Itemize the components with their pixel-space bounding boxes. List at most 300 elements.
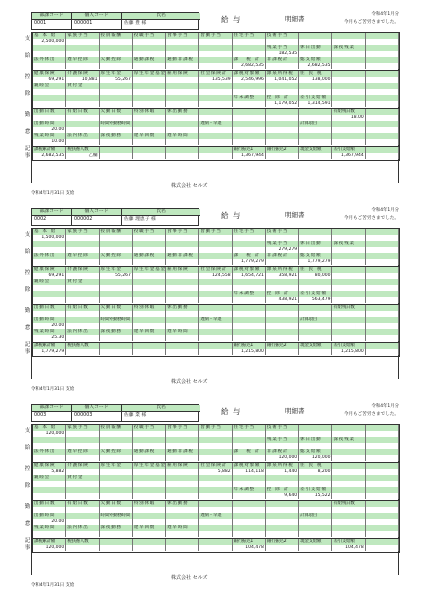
field-label: 控 除 計 — [266, 291, 299, 297]
value-row — [33, 335, 399, 341]
section-end — [32, 356, 400, 357]
field-value — [133, 493, 166, 499]
field-value — [299, 531, 332, 537]
field-label: 健 康 保 険 — [33, 267, 66, 273]
field-value — [332, 259, 365, 265]
field-label: 介 護 保 険 — [66, 267, 99, 273]
field-label: 社 会 保 険 計 — [199, 463, 232, 469]
field-value: 2,500,000 — [33, 39, 66, 45]
field-value — [166, 139, 199, 145]
field-value — [299, 153, 332, 159]
field-label: 残 業 時 間 — [33, 133, 66, 139]
field-value — [133, 531, 166, 537]
field-label: 年 末 調 整 — [233, 487, 266, 493]
field-value — [199, 531, 232, 537]
field-label: 欠 勤 日 数 — [100, 109, 133, 115]
field-label: 特 別 休 暇 — [133, 501, 166, 507]
field-value: 279,279 — [266, 247, 299, 253]
payslip — [24, 208, 399, 393]
slip-section — [24, 70, 400, 108]
field-label: 特 別 休 暇 — [133, 109, 166, 115]
field-value — [66, 297, 99, 303]
value-row — [33, 455, 399, 461]
field-label: 控 除 計 — [266, 487, 299, 493]
field-value: 10,881 — [66, 77, 99, 83]
name-label: 氏名 — [122, 13, 200, 20]
field-label: 介 護 保 険 — [66, 71, 99, 77]
emp-code: 000001 — [74, 21, 93, 26]
name-label: 氏名 — [122, 209, 200, 216]
field-label: 有給残日数 — [332, 305, 365, 311]
field-label: 差引支給額 — [332, 343, 365, 349]
field-label: 遅刻・早退 — [199, 513, 232, 519]
payslip — [24, 404, 399, 589]
field-value — [199, 455, 232, 461]
field-label: 差 引 支 給 額 — [299, 95, 332, 101]
section-label: 給 — [24, 445, 31, 451]
field-value: 1,779,279 — [299, 259, 332, 265]
field-value — [66, 335, 99, 341]
field-label: 役 員 報 酬 — [100, 425, 133, 431]
section-label: 事 — [24, 349, 31, 355]
section-label: 怠 — [24, 129, 31, 135]
field-label: 遅 早 回 数 — [133, 329, 166, 335]
slip-section — [24, 462, 400, 500]
field-label: 控 除 計 — [266, 95, 299, 101]
field-label: 時間外勤務時間 — [100, 317, 133, 323]
field-label: 遅 早 控 除 — [66, 253, 99, 259]
field-label: 雇 用 保 険 — [166, 267, 199, 273]
field-label: 通 勤 課 税 — [133, 253, 166, 259]
field-label: 休 日 出 勤 — [299, 437, 332, 443]
field-label: 欠 勤 控 除 — [100, 449, 133, 455]
name-label: 氏名 — [122, 405, 200, 412]
field-value: 1,215,800 — [332, 349, 365, 355]
field-value: 1,367,944 — [332, 153, 365, 159]
field-value: 104,478 — [332, 545, 365, 551]
field-label: 年 末 調 整 — [233, 291, 266, 297]
field-value: 乙欄 — [66, 153, 99, 159]
field-label: 税扶養人数 — [66, 147, 99, 153]
field-label: 課税累計額 — [33, 147, 66, 153]
field-value: 1,314,591 — [299, 101, 332, 107]
field-label: 通 勤 非 課 税 — [166, 449, 199, 455]
field-label: 親 睦 会 — [33, 83, 66, 89]
field-label: 遅 早 回 数 — [133, 525, 166, 531]
field-label: 有給残日数 — [332, 109, 365, 115]
field-value — [366, 101, 399, 107]
field-value — [100, 101, 133, 107]
field-value: 69,291 — [33, 77, 66, 83]
field-value: 104,478 — [233, 545, 266, 551]
value-row — [33, 259, 399, 265]
dept-code-label: 部課コード — [32, 13, 71, 20]
field-label: 深 夜 勤 務 — [100, 329, 133, 335]
field-label: 計算項目 — [299, 513, 332, 519]
field-value — [166, 455, 199, 461]
field-label: 雇 用 保 険 — [166, 463, 199, 469]
field-label: 残 業 手 当 — [266, 241, 299, 247]
pay-period: 令和4年1月分 — [371, 208, 399, 213]
field-label: 法 外 休 出 — [33, 253, 66, 259]
field-value: 563,479 — [299, 297, 332, 303]
field-label: 税扶養人数 — [66, 343, 99, 349]
value-row — [33, 139, 399, 145]
field-value: 1,179,052 — [266, 101, 299, 107]
field-label: 基 本 給 — [33, 425, 66, 431]
field-value: 182,535 — [266, 51, 299, 57]
field-value — [366, 493, 399, 499]
field-label: 課 税 対 象 額 — [233, 267, 266, 273]
field-label: 法 内 休 出 — [66, 133, 99, 139]
field-label: 遅刻・早退 — [199, 121, 232, 127]
greeting: 今月もご苦労さまでした。 — [343, 412, 399, 417]
section-label: 事 — [24, 153, 31, 159]
field-label: 銀行振込2 — [266, 539, 299, 545]
section-label: 除 — [24, 483, 31, 489]
dept-code: 0002 — [34, 217, 47, 222]
field-value — [166, 349, 199, 355]
field-value: 25.30 — [33, 335, 66, 341]
field-label: 非 課 税 計 — [266, 449, 299, 455]
field-value — [366, 259, 399, 265]
field-value — [166, 531, 199, 537]
field-label: 残 業 手 当 — [266, 437, 299, 443]
field-value — [199, 259, 232, 265]
section-label: 記 — [24, 342, 31, 348]
section-label: 勤 — [24, 112, 31, 118]
field-value: 138,000 — [299, 77, 332, 83]
field-label: 銀行振込1 — [233, 343, 266, 349]
field-label: 介 護 保 険 — [66, 463, 99, 469]
field-value: 55,267 — [100, 77, 133, 83]
field-value: 1,041,052 — [266, 77, 299, 83]
field-label: 課 税 対 象 額 — [233, 463, 266, 469]
field-label: 住 宅 手 当 — [233, 425, 266, 431]
field-label: 課税累計額 — [33, 539, 66, 545]
field-label: 出 勤 日 数 — [33, 501, 66, 507]
field-value: 2,682,535 — [233, 63, 266, 69]
slip-section — [24, 266, 400, 304]
field-label: 残 業 時 間 — [33, 329, 66, 335]
field-label: 休 日 出 勤 — [299, 241, 332, 247]
field-value — [299, 545, 332, 551]
field-label: 現金支給額 — [299, 147, 332, 153]
field-label: 課 税 対 象 額 — [233, 71, 266, 77]
value-row — [33, 545, 399, 551]
field-value — [33, 63, 66, 69]
field-label: 基 本 給 — [33, 33, 66, 39]
field-label: 厚 生 年 金 — [100, 463, 133, 469]
field-value: 20.00 — [33, 127, 66, 133]
section-end — [32, 552, 400, 553]
field-value: 114,118 — [233, 469, 266, 475]
field-value — [100, 63, 133, 69]
field-label: 住 民 税 — [299, 267, 332, 273]
field-label: 銀行振込1 — [233, 539, 266, 545]
field-label: 時間外勤務時間 — [100, 513, 133, 519]
field-label: 出 勤 時 間 — [33, 513, 66, 519]
field-label: 有給残日数 — [332, 501, 365, 507]
field-value — [100, 297, 133, 303]
field-value — [299, 139, 332, 145]
field-value — [133, 153, 166, 159]
field-value: 120,000 — [299, 455, 332, 461]
field-label: 役 職 手 当 — [133, 33, 166, 39]
field-value — [133, 259, 166, 265]
field-value — [166, 545, 199, 551]
field-label: 出 勤 時 間 — [33, 121, 66, 127]
field-value — [166, 297, 199, 303]
field-value — [133, 63, 166, 69]
section-label: 控 — [24, 466, 31, 472]
field-label: 厚 生 年 金 — [100, 267, 133, 273]
field-value — [100, 153, 133, 159]
field-label: 計算項目 — [299, 317, 332, 323]
field-value — [33, 101, 66, 107]
field-value — [66, 545, 99, 551]
field-label: 課 税 計 — [233, 57, 266, 63]
value-row — [33, 101, 399, 107]
field-label: 非 課 税 計 — [266, 253, 299, 259]
field-value — [366, 297, 399, 303]
emp-code: 000002 — [74, 217, 93, 222]
field-label: 皆 勤 手 当 — [199, 229, 232, 235]
field-value — [366, 63, 399, 69]
field-value — [100, 531, 133, 537]
field-value: 2,682,535 — [33, 153, 66, 159]
field-label: 残 業 時 間 — [33, 525, 66, 531]
field-label: 皆 勤 手 当 — [199, 425, 232, 431]
field-value — [166, 259, 199, 265]
section-label: 支 — [24, 36, 31, 42]
field-label: 遅 早 時 間 — [166, 329, 199, 335]
section-label: 控 — [24, 270, 31, 276]
field-label: 総 支 給 額 — [299, 253, 332, 259]
slip-title: 給 与 — [221, 211, 242, 220]
field-value — [199, 297, 232, 303]
field-value — [199, 63, 232, 69]
field-value — [332, 139, 365, 145]
section-label: 記 — [24, 146, 31, 152]
emp-code-label: 個人コード — [72, 209, 121, 216]
slip-title: 給 与 — [221, 15, 242, 24]
field-value: 1,367,944 — [233, 153, 266, 159]
field-value — [100, 493, 133, 499]
field-label: 銀行振込2 — [266, 147, 299, 153]
field-value — [33, 259, 66, 265]
field-label: 休 出 勤 務 — [166, 501, 199, 507]
slip-section — [24, 304, 400, 342]
field-label: 貸 付 金 — [66, 475, 99, 481]
field-value — [366, 349, 399, 355]
field-value — [233, 101, 266, 107]
field-label: 法 内 休 出 — [66, 525, 99, 531]
field-label: 出 勤 日 数 — [33, 305, 66, 311]
field-value — [66, 101, 99, 107]
field-value — [66, 493, 99, 499]
field-value — [66, 259, 99, 265]
field-label: 厚 生 年 金 基 金 — [133, 267, 165, 272]
field-label: 遅 早 回 数 — [133, 133, 166, 139]
field-label: 役 員 報 酬 — [100, 229, 133, 235]
field-value — [199, 493, 232, 499]
section-label: 除 — [24, 287, 31, 293]
field-label: 食 事 手 当 — [166, 33, 199, 39]
field-label: 技 術 手 当 — [266, 229, 299, 235]
field-label: 源 泉 所 得 税 — [266, 463, 299, 469]
field-label: 食 事 手 当 — [166, 425, 199, 431]
field-value — [166, 493, 199, 499]
field-value — [199, 335, 232, 341]
value-row — [33, 493, 399, 499]
field-value — [233, 493, 266, 499]
field-label: 欠 勤 控 除 — [100, 57, 133, 63]
field-label: 技 術 手 当 — [266, 425, 299, 431]
slip-subtitle: 明細書 — [285, 407, 305, 415]
field-label: 欠 勤 控 除 — [100, 253, 133, 259]
field-value — [233, 531, 266, 537]
field-value — [33, 455, 66, 461]
field-label: 深 夜 勤 務 — [100, 525, 133, 531]
field-value: 15,522 — [299, 493, 332, 499]
field-value: 9,640 — [266, 493, 299, 499]
field-value — [66, 139, 99, 145]
company-name: 株式会社 セルズ — [171, 183, 208, 189]
slip-section — [24, 500, 400, 538]
field-value: 438,921 — [266, 297, 299, 303]
field-label: 役 職 手 当 — [133, 229, 166, 235]
field-value — [133, 139, 166, 145]
field-label: 現金支給額 — [299, 343, 332, 349]
field-value: 55,267 — [100, 273, 133, 279]
section-label: 除 — [24, 91, 31, 97]
field-label: 休 日 出 勤 — [299, 45, 332, 51]
field-value: 2,546,996 — [233, 77, 266, 83]
dept-code: 0001 — [34, 21, 47, 26]
section-label: 支 — [24, 428, 31, 434]
slip-section — [24, 424, 400, 462]
field-value — [332, 455, 365, 461]
section-label: 事 — [24, 545, 31, 551]
field-value — [366, 139, 399, 145]
field-value: 1,215,800 — [233, 349, 266, 355]
field-label: 住 宅 手 当 — [233, 229, 266, 235]
pay-date: 令和4年1月31日 支給 — [31, 387, 75, 392]
field-value — [199, 349, 232, 355]
field-value — [266, 349, 299, 355]
slip-title: 給 与 — [221, 407, 242, 416]
field-label: 特 別 休 暇 — [133, 305, 166, 311]
field-value — [66, 349, 99, 355]
field-label: 総 支 給 額 — [299, 57, 332, 63]
field-label: 時間外勤務時間 — [100, 121, 133, 127]
field-value — [33, 493, 66, 499]
field-label: 差引支給額 — [332, 147, 365, 153]
field-label: 役 職 手 当 — [133, 425, 166, 431]
field-value: 1,440 — [266, 469, 299, 475]
field-value: 1,779,279 — [33, 349, 66, 355]
field-label: 遅 早 時 間 — [166, 133, 199, 139]
field-label: 貸 付 金 — [66, 279, 99, 285]
field-label: 法 内 休 出 — [66, 329, 99, 335]
field-label: 残 業 手 当 — [266, 45, 299, 51]
field-value: 1,654,721 — [233, 273, 266, 279]
field-label: 貸 付 金 — [66, 83, 99, 89]
section-label: 支 — [24, 232, 31, 238]
field-value: 8,200 — [299, 469, 332, 475]
field-value — [332, 531, 365, 537]
field-value — [332, 297, 365, 303]
section-label: 勤 — [24, 504, 31, 510]
field-label: 課税累計額 — [33, 343, 66, 349]
field-value: 1,500,000 — [33, 235, 66, 241]
field-label: 法 外 休 出 — [33, 57, 66, 63]
employee-header — [31, 404, 199, 422]
value-row — [33, 153, 399, 159]
field-label: 有 給 日 数 — [66, 109, 99, 115]
field-value: 69,291 — [33, 273, 66, 279]
section-label: 給 — [24, 53, 31, 59]
dept-code-label: 部課コード — [32, 209, 71, 216]
section-label: 怠 — [24, 325, 31, 331]
field-value — [133, 349, 166, 355]
field-label: 差 引 支 給 額 — [299, 291, 332, 297]
dept-code: 0003 — [34, 413, 47, 418]
slip-section — [24, 108, 400, 146]
greeting: 今月もご苦労さまでした。 — [343, 216, 399, 221]
field-label: 食 事 手 当 — [166, 229, 199, 235]
field-label: 家 族 手 当 — [66, 33, 99, 39]
field-label: 家 族 手 当 — [66, 229, 99, 235]
pay-period: 令和4年1月分 — [371, 12, 399, 17]
section-label: 勤 — [24, 308, 31, 314]
field-label: 遅刻・早退 — [199, 317, 232, 323]
field-value — [299, 335, 332, 341]
field-value: 10.00 — [33, 139, 66, 145]
field-value: 120,000 — [33, 545, 66, 551]
field-value — [332, 63, 365, 69]
field-label: 役 員 報 酬 — [100, 33, 133, 39]
field-value: 358,921 — [266, 273, 299, 279]
greeting: 今月もご苦労さまでした。 — [343, 20, 399, 25]
field-label: 法 外 休 出 — [33, 449, 66, 455]
field-value — [266, 153, 299, 159]
field-label: 有 給 日 数 — [66, 501, 99, 507]
field-value — [133, 545, 166, 551]
field-value — [133, 101, 166, 107]
field-label: 厚 生 年 金 — [100, 71, 133, 77]
field-label: 休 出 勤 務 — [166, 305, 199, 311]
field-value — [33, 531, 66, 537]
field-label: 出 勤 時 間 — [33, 317, 66, 323]
field-label: 欠 勤 日 数 — [100, 501, 133, 507]
slip-subtitle: 明細書 — [285, 211, 305, 219]
field-value — [332, 101, 365, 107]
field-label: 現金支給額 — [299, 539, 332, 545]
field-value — [199, 139, 232, 145]
field-value — [133, 335, 166, 341]
field-value: 135,539 — [199, 77, 232, 83]
field-value: 18.00 — [332, 115, 365, 121]
field-value — [100, 349, 133, 355]
field-label: 親 睦 会 — [33, 279, 66, 285]
slip-section — [24, 342, 400, 356]
field-label: 源 泉 所 得 税 — [266, 267, 299, 273]
field-label: 雇 用 保 険 — [166, 71, 199, 77]
field-value: 1,779,279 — [233, 259, 266, 265]
field-value — [233, 297, 266, 303]
